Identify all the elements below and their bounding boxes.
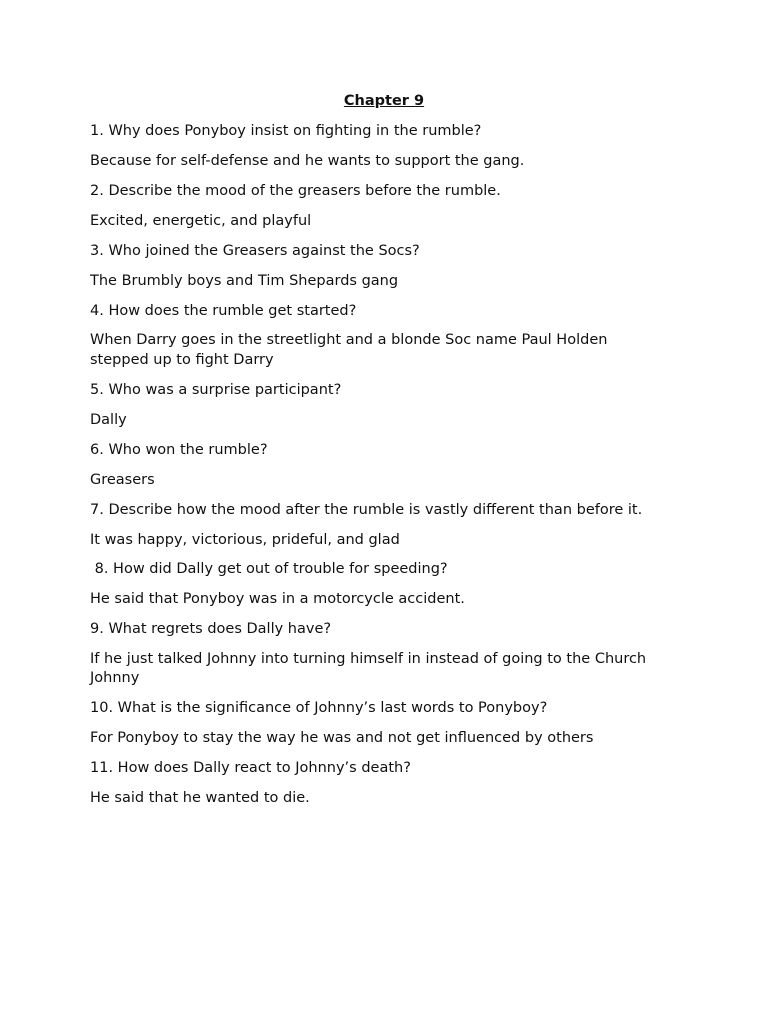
answer-7: It was happy, victorious, prideful, and glad xyxy=(90,532,400,548)
question-2: 2. Describe the mood of the greasers before the rumble. xyxy=(90,183,501,199)
answer-8: He said that Ponyboy was in a motorcycle accident. xyxy=(90,591,465,607)
answer-1: Because for self-defense and he wants to support the gang. xyxy=(90,153,525,169)
answer-2: Excited, energetic, and playful xyxy=(90,213,312,229)
question-7: 7. Describe how the mood after the rumble is vastly different than before it. xyxy=(90,502,643,518)
question-3: 3. Who joined the Greasers against the Socs? xyxy=(90,243,420,259)
answer-5: Dally xyxy=(90,412,127,428)
answer-3: The Brumbly boys and Tim Shepards gang xyxy=(90,273,399,289)
answer-9-line-1: If he just talked Johnny into turning himself in instead of going to the Church xyxy=(90,651,647,667)
question-8: 8. How did Dally get out of trouble for speeding? xyxy=(90,561,448,577)
answer-9-line-2: Johnny xyxy=(90,670,140,686)
question-11: 11. How does Dally react to Johnny’s death? xyxy=(90,760,411,776)
answer-4-line-2: stepped up to fight Darry xyxy=(90,352,274,368)
question-10: 10. What is the significance of Johnny’s last words to Ponyboy? xyxy=(90,700,548,716)
question-1: 1. Why does Ponyboy insist on fighting in the rumble? xyxy=(90,123,482,139)
answer-6: Greasers xyxy=(90,472,155,488)
answer-11: He said that he wanted to die. xyxy=(90,790,310,806)
answer-4-line-1: When Darry goes in the streetlight and a blonde Soc name Paul Holden xyxy=(90,332,608,348)
question-9: 9. What regrets does Dally have? xyxy=(90,621,332,637)
question-5: 5. Who was a surprise participant? xyxy=(90,382,342,398)
question-4: 4. How does the rumble get started? xyxy=(90,303,357,319)
answer-10: For Ponyboy to stay the way he was and not get influenced by others xyxy=(90,730,594,746)
question-6: 6. Who won the rumble? xyxy=(90,442,268,458)
page-title: Chapter 9 xyxy=(343,93,425,109)
